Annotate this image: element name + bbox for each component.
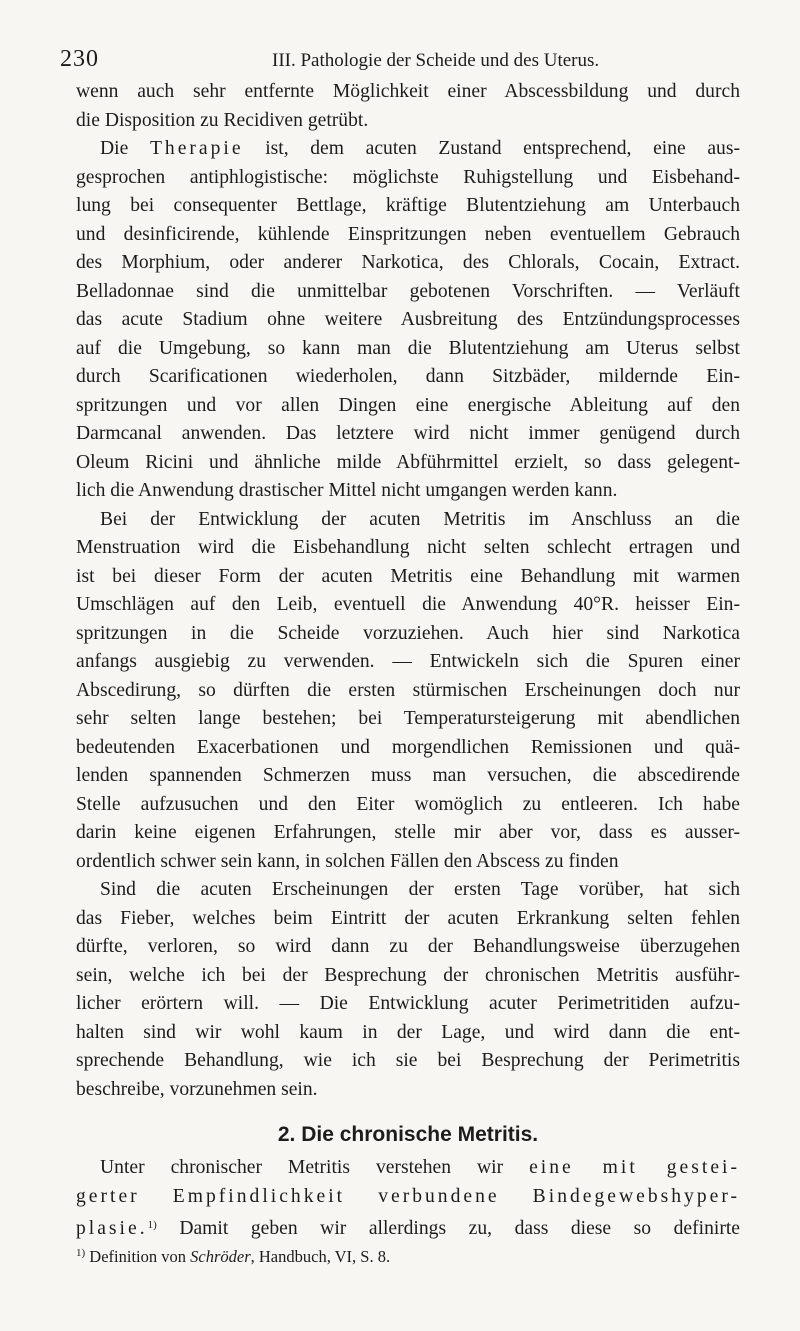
- text-line: [76, 1211, 740, 1244]
- text-line: Oleum Ricini und ähnliche milde Abführmittel erzielt, so dass gelegent-: [76, 451, 740, 473]
- text-line: lich die Anwendung drastischer Mittel nicht umgangen werden kann.: [76, 480, 618, 501]
- text-line: Die Therapie ist, dem acuten Zustand entsprechend, eine aus-: [100, 138, 740, 159]
- emphasis-text: plasie.: [76, 1218, 148, 1239]
- body-text: [76, 78, 740, 1244]
- text-line: gesprochen antiphlogistische: möglichste Ruhigstellung und Eisbehand-: [76, 166, 740, 188]
- emphasis-text: eine mit gestei-: [529, 1157, 740, 1178]
- footnote-text-end: , Handbuch, VI, S. 8.: [250, 1247, 391, 1266]
- text-line: anfangs ausgiebig zu verwenden. — Entwickeln sich die Spuren einer: [76, 651, 740, 672]
- footnote-marker: 1): [76, 1247, 86, 1259]
- text-line: licher erörtern will. — Die Entwicklung acuter Perimetritiden aufzu-: [76, 993, 740, 1014]
- text-line: ist bei dieser Form der acuten Metritis eine Behandlung mit warmen: [76, 565, 740, 587]
- page-number: 230: [60, 46, 99, 72]
- paragraph-1: [76, 78, 740, 135]
- emphasis-therapie: Therapie: [149, 138, 244, 159]
- paragraph-5: [76, 1154, 740, 1244]
- paragraph-therapy: [76, 135, 740, 164]
- text-line: bedeutenden Exacerbationen und morgendlichen Remissionen und quä-: [76, 736, 740, 758]
- footnote-reference[interactable]: 1): [147, 1219, 157, 1231]
- text-line: durch Scarificationen wiederholen, dann Sitzbäder, mildernde Ein-: [76, 366, 740, 387]
- footnote-author: Schröder: [190, 1247, 251, 1266]
- text-line: Darmcanal anwenden. Das letztere wird nicht immer genügend durch: [76, 423, 740, 444]
- text-line: lung bei consequenter Bettlage, kräftige Blutentziehung am Unterbauch: [76, 195, 740, 216]
- text-line: Stelle aufzusuchen und den Eiter womöglich zu entleeren. Ich habe: [76, 793, 740, 815]
- text-line: beschreibe, vorzunehmen sein.: [76, 1078, 318, 1100]
- section-heading: 2. Die chronische Metritis.: [277, 1123, 539, 1146]
- text-line: spritzungen und vor allen Dingen eine energische Ableitung auf den: [76, 394, 740, 416]
- paragraph-2: [76, 164, 740, 506]
- text-line: sein, welche ich bei der Besprechung der chronischen Metritis ausführ-: [76, 964, 740, 986]
- text-line: des Morphium, oder anderer Narkotica, des Chlorals, Cocain, Extract.: [76, 252, 740, 273]
- paragraph-4: [76, 876, 740, 1104]
- text-line: Abscedirung, so dürften die ersten stürmischen Erscheinungen doch nur: [76, 679, 740, 701]
- text-line: Belladonnae sind die unmittelbar gebotenen Vorschriften. — Verläuft: [76, 280, 740, 302]
- running-head-title: III. Pathologie der Scheide und des Uterus.: [272, 50, 600, 71]
- text-fragment: Damit geben wir allerdings zu, dass diese so definirte: [156, 1218, 740, 1239]
- text-line: Bei der Entwicklung der acuten Metritis im Anschluss an die: [100, 508, 740, 530]
- text-line: halten sind wir wohl kaum in der Lage, und wird dann die ent-: [76, 1021, 740, 1043]
- text-line: sehr selten lange bestehen; bei Temperatursteigerung mit abendlichen: [76, 708, 740, 729]
- text-line: auf die Umgebung, so kann man die Blutentziehung am Uterus selbst: [76, 337, 740, 359]
- text-line: Menstruation wird die Eisbehandlung nicht selten schlecht ertragen und: [76, 537, 740, 558]
- text-line: dürfte, verloren, so wird dann zu der Behandlungsweise überzugehen: [76, 936, 740, 957]
- text-line: lenden spannenden Schmerzen muss man versuchen, die abscedirende: [76, 765, 740, 786]
- text-line: ordentlich schwer sein kann, in solchen Fällen den Abscess zu finden: [76, 850, 619, 872]
- paragraph-3: [76, 506, 740, 877]
- footnote: [76, 1242, 740, 1268]
- text-line: die Disposition zu Recidiven getrübt.: [76, 109, 369, 131]
- text-line: das Fieber, welches beim Eintritt der acuten Erkrankung selten fehlen: [76, 907, 740, 929]
- text-line: sprechende Behandlung, wie ich sie bei Besprechung der Perimetritis: [76, 1050, 740, 1071]
- text-line: Sind die acuten Erscheinungen der ersten Tage vorüber, hat sich: [100, 879, 740, 900]
- text-line: Umschlägen auf den Leib, eventuell die Anwendung 40°R. heisser Ein-: [76, 594, 740, 615]
- text-line: [76, 1183, 740, 1212]
- text-line: wenn auch sehr entfernte Möglichkeit einer Abscessbildung und durch: [76, 81, 740, 102]
- text-line: Unter chronischer Metritis verstehen wir eine mit gestei-: [100, 1157, 740, 1178]
- text-line: spritzungen in die Scheide vorzuziehen. Auch hier sind Narkotica: [76, 622, 740, 644]
- emphasis-text: gerter Empfindlichkeit verbundene Bindegewebshyper-: [76, 1185, 740, 1207]
- text-line: und desinficirende, kühlende Einspritzungen neben eventuellem Gebrauch: [76, 223, 740, 245]
- text-line: darin keine eigenen Erfahrungen, stelle mir aber vor, dass es ausser-: [76, 822, 740, 843]
- footnote-text: Definition von: [85, 1247, 191, 1266]
- text-fragment: [76, 1218, 148, 1239]
- running-head: [60, 46, 740, 76]
- text-line: das acute Stadium ohne weitere Ausbreitung des Entzündungsprocesses: [76, 309, 740, 330]
